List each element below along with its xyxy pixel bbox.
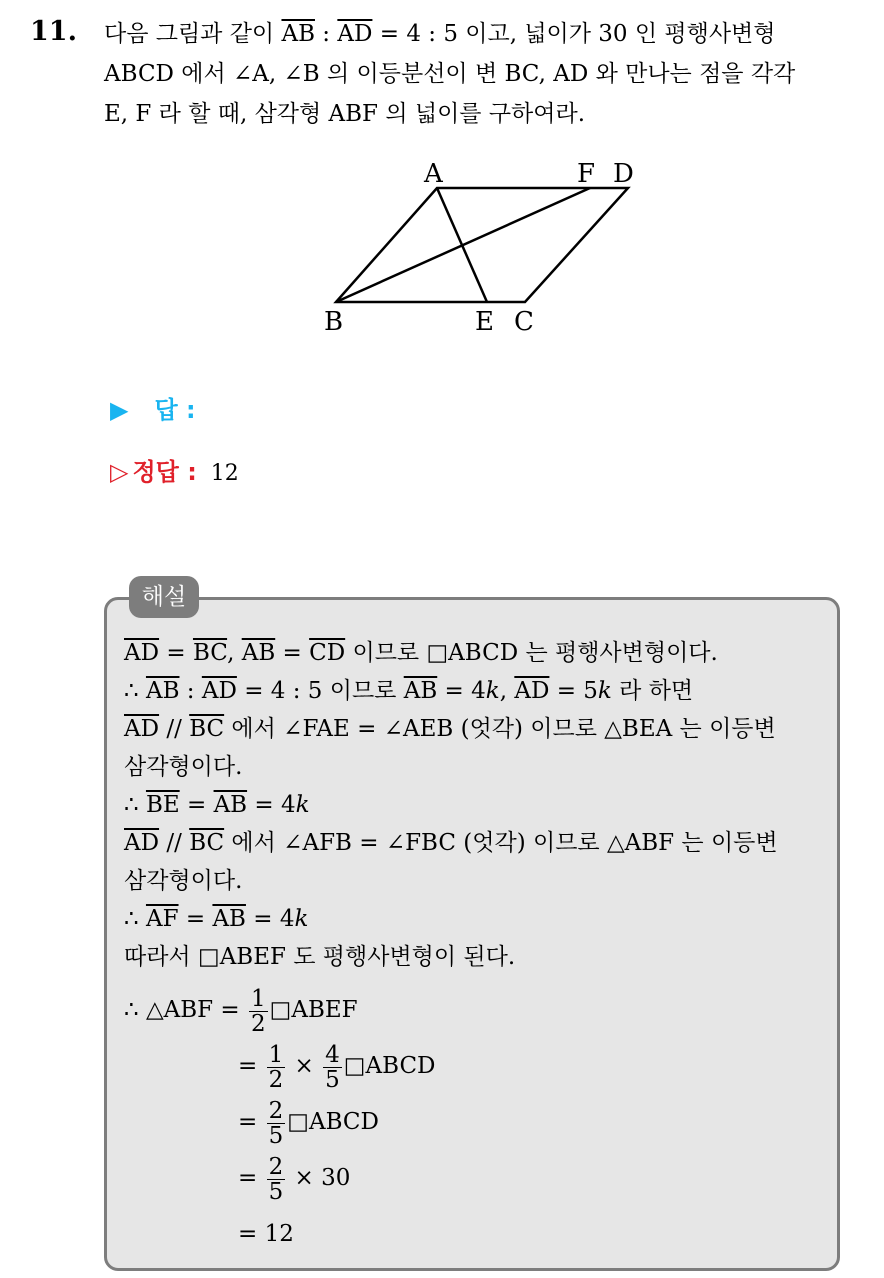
text: , xyxy=(227,640,242,666)
text: : xyxy=(314,21,338,47)
text: 에서 ∠FAE = ∠AEB (엇각) 이므로 △BEA 는 이등변 xyxy=(224,716,776,742)
segment: $\overline{AD}$ xyxy=(124,830,160,856)
text: = xyxy=(238,1109,265,1135)
parallelogram-figure xyxy=(300,150,660,350)
label-f: F xyxy=(577,159,596,189)
label-a: A xyxy=(424,159,443,189)
text: = 4 xyxy=(245,906,295,932)
text: 에서 ∠AFB = ∠FBC (엇각) 이므로 △ABF 는 이등변 xyxy=(224,830,778,856)
answer-row xyxy=(110,390,196,425)
calc-line-5: = 12 xyxy=(238,1221,294,1247)
solution-line-5 xyxy=(124,786,778,824)
segment: $\overline{AD}$ xyxy=(201,678,237,704)
segment: $\overline{AD}$ xyxy=(124,716,160,742)
text: □ABCD xyxy=(287,1109,379,1135)
variable-k: k xyxy=(294,906,309,932)
variable-k: k xyxy=(485,678,500,704)
segment: $\overline{BE}$ xyxy=(145,792,180,818)
answer-label: 답 : xyxy=(154,396,196,424)
variable-k: k xyxy=(597,678,612,704)
denominator: 2 xyxy=(251,1010,266,1037)
text: = 4 : 5 이고, 넓이가 30 인 평행사변형 xyxy=(372,21,776,47)
label-c: C xyxy=(514,307,534,337)
text: : xyxy=(179,678,202,704)
numerator: 2 xyxy=(268,1097,284,1124)
solution-line-1 xyxy=(124,634,778,672)
question-line-3: E, F 라 할 때, 삼각형 ABF 의 넓이를 구하여라. xyxy=(104,101,586,127)
fraction xyxy=(249,987,268,1036)
solution-line-2 xyxy=(124,672,778,710)
text: 다음 그림과 같이 xyxy=(104,21,282,47)
calc-line-4 xyxy=(124,1150,436,1206)
solution-line-8 xyxy=(124,900,778,938)
fraction xyxy=(267,1099,286,1148)
segment: $\overline{CD}$ xyxy=(309,640,346,666)
text: ∴ xyxy=(124,678,146,704)
correct-answer-label: 정답 : xyxy=(132,458,197,486)
segment: $\overline{BC}$ xyxy=(192,640,228,666)
text: = xyxy=(178,906,213,932)
text: × xyxy=(287,1053,322,1079)
fraction xyxy=(267,1155,286,1204)
text: 이므로 □ABCD 는 평행사변형이다. xyxy=(345,640,718,666)
play-icon: ▶ xyxy=(110,396,129,424)
segment: $\overline{AB}$ xyxy=(213,792,248,818)
calc-line-3 xyxy=(124,1094,436,1150)
text: ∴ △ABF = xyxy=(124,997,247,1023)
label-d: D xyxy=(613,159,634,189)
numerator: 2 xyxy=(268,1153,284,1180)
correct-answer-value: 12 xyxy=(210,461,239,486)
text: // xyxy=(159,716,190,742)
numerator: 4 xyxy=(325,1041,340,1068)
numerator: 1 xyxy=(268,1041,284,1068)
correct-answer-row xyxy=(110,452,239,487)
text: , xyxy=(499,678,515,704)
numerator: 1 xyxy=(251,985,266,1012)
label-e: E xyxy=(475,307,494,337)
text: = 4 : 5 이므로 xyxy=(236,678,404,704)
question-line-1 xyxy=(104,14,866,54)
segment: $\overline{AB}$ xyxy=(241,640,276,666)
text: = xyxy=(179,792,214,818)
text: □ABCD xyxy=(343,1053,436,1079)
text: = 5 xyxy=(549,678,598,704)
denominator: 5 xyxy=(325,1066,340,1093)
solution-calculation xyxy=(124,982,436,1262)
denominator: 5 xyxy=(268,1178,284,1205)
text: = xyxy=(159,640,193,666)
text: = xyxy=(238,1165,265,1191)
text: = 4 xyxy=(247,792,296,818)
segment: $\overline{AB}$ xyxy=(145,678,180,704)
denominator: 5 xyxy=(268,1122,284,1149)
solution-line-6 xyxy=(124,824,778,862)
text: = xyxy=(238,1053,265,1079)
calc-line-1 xyxy=(124,982,436,1038)
question-number: 11. xyxy=(30,16,77,47)
segment: $\overline{AB}$ xyxy=(212,906,246,932)
fraction xyxy=(267,1043,286,1092)
text: = 4 xyxy=(437,678,486,704)
segment: $\overline{BC}$ xyxy=(189,830,225,856)
fraction xyxy=(323,1043,342,1092)
text: = xyxy=(275,640,310,666)
solution-tag: 해설 xyxy=(129,576,199,618)
parallelogram-abcd xyxy=(336,188,628,302)
text: 라 하면 xyxy=(611,678,694,704)
solution-line-4: 삼각형이다. xyxy=(124,754,243,780)
segment: $\overline{AB}$ xyxy=(403,678,438,704)
question-text xyxy=(104,14,866,134)
segment: $\overline{AF}$ xyxy=(145,906,179,932)
text: × 30 xyxy=(287,1165,351,1191)
solution-line-3 xyxy=(124,710,778,748)
solution-line-7: 삼각형이다. xyxy=(124,868,243,894)
text: // xyxy=(159,830,190,856)
text: ∴ xyxy=(124,906,146,932)
segment: $\overline{AD}$ xyxy=(514,678,550,704)
variable-k: k xyxy=(295,792,310,818)
bisector-bf xyxy=(336,188,590,302)
text: □ABEF xyxy=(269,997,358,1023)
text: ∴ xyxy=(124,792,146,818)
solution-text xyxy=(124,634,778,976)
outline-play-icon: ▷ xyxy=(110,458,129,486)
denominator: 2 xyxy=(268,1066,284,1093)
segment-ab: $\overline{AB}$ xyxy=(281,21,315,47)
segment-ad: $\overline{AD}$ xyxy=(337,21,373,47)
segment: $\overline{BC}$ xyxy=(189,716,225,742)
calc-line-2 xyxy=(124,1038,436,1094)
solution-line-9: 따라서 □ABEF 도 평행사변형이 된다. xyxy=(124,944,516,970)
segment: $\overline{AD}$ xyxy=(124,640,160,666)
question-line-2: ABCD 에서 ∠A, ∠B 의 이등분선이 변 BC, AD 와 만나는 점을 각각 xyxy=(104,61,796,87)
label-b: B xyxy=(324,307,344,337)
